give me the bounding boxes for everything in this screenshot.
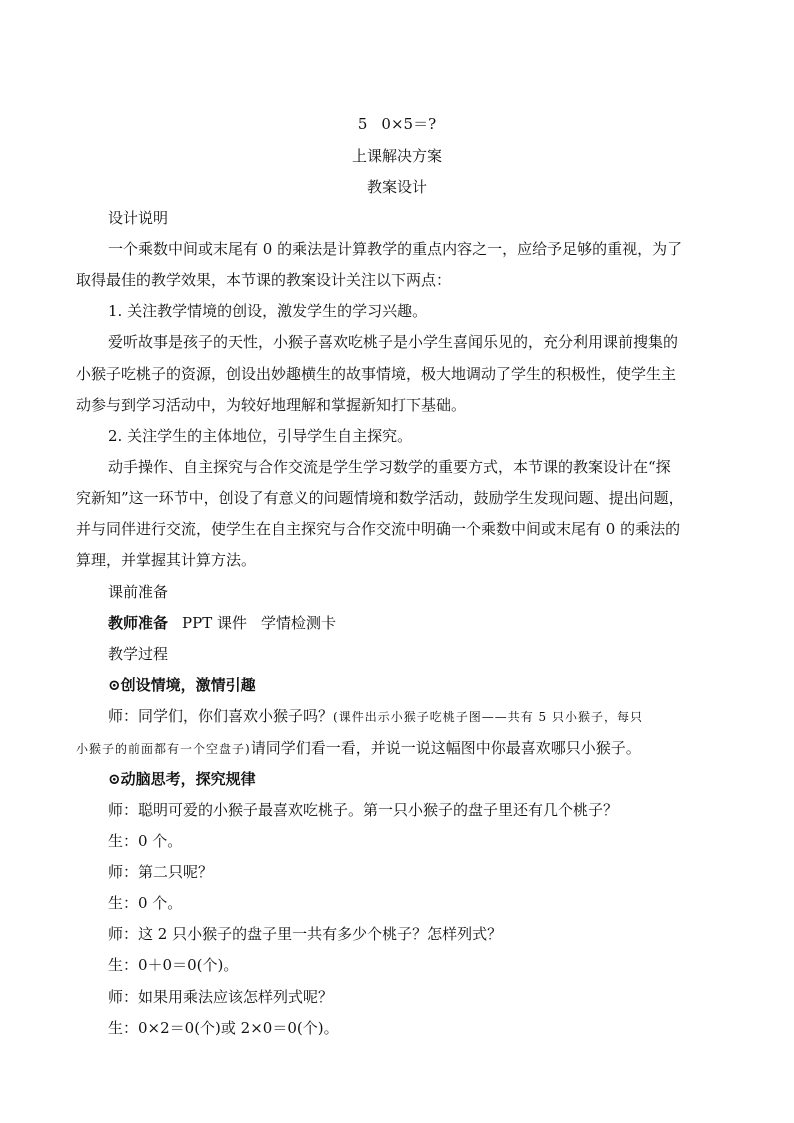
point-2: 2. 关注学生的主体地位，引导学生自主探究。 bbox=[108, 427, 413, 445]
subtitle-solution: 上课解决方案 bbox=[351, 147, 442, 165]
dialogue-line: 生：0 个。 bbox=[108, 832, 183, 850]
lesson-formula: 0×5＝? bbox=[381, 115, 437, 133]
process-heading: 教学过程 bbox=[108, 645, 169, 663]
dialogue-1-line-1 bbox=[0, 706, 794, 727]
section-2-heading: ⊙动脑思考，探究规律 bbox=[108, 770, 256, 788]
section-1-heading: ⊙创设情境，激情引趣 bbox=[108, 676, 256, 694]
point1-line-2: 小猴子吃桃子的资源，创设出妙趣横生的故事情境，极大地调动了学生的积极性，使学生主 bbox=[76, 365, 677, 383]
dialogue-line: 师：第二只呢？ bbox=[108, 863, 214, 881]
point2-line-4: 算理，并掌握其计算方法。 bbox=[76, 551, 257, 569]
prep-heading: 课前准备 bbox=[108, 583, 169, 601]
point-1: 1. 关注教学情境的创设，激发学生的学习兴趣。 bbox=[108, 302, 428, 320]
dialogue-1-speech-cont: 请同学们看一看，并说一说这幅图中你最喜欢哪只小猴子。 bbox=[250, 739, 641, 757]
dialogue-1-speech: 师：同学们，你们喜欢小猴子吗？ bbox=[108, 707, 334, 725]
dialogue-line: 师：如果用乘法应该怎样列式呢？ bbox=[108, 988, 334, 1006]
teacher-prep-label: 教师准备 bbox=[108, 614, 169, 632]
dialogue-1-line-2 bbox=[76, 738, 718, 759]
teacher-prep-item-1: PPT 课件 bbox=[182, 614, 247, 632]
lesson-title bbox=[0, 114, 794, 134]
point1-line-1: 爱听故事是孩子的天性，小猴子喜欢吃桃子是小学生喜闻乐见的，充分利用课前搜集的 bbox=[108, 333, 679, 351]
courseware-note-2: 小猴子的前面都有一个空盘子) bbox=[76, 742, 251, 756]
dialogue-line: 师：聪明可爱的小猴子最喜欢吃桃子。第一只小猴子的盘子里还有几个桃子？ bbox=[108, 801, 619, 819]
point2-line-1: 动手操作、自主探究与合作交流是学生学习数学的重要方式，本节课的教案设计在“探 bbox=[108, 458, 671, 476]
dialogue-line: 生：0 个。 bbox=[108, 894, 183, 912]
point1-line-3: 动参与到学习活动中，为较好地理解和掌握新知打下基础。 bbox=[76, 396, 467, 414]
courseware-note-1: (课件出示小猴子吃桃子图——共有 5 只小猴子，每只 bbox=[333, 710, 643, 724]
point2-line-3: 并与同伴进行交流，使学生在自主探究与合作交流中明确一个乘数中间或末尾有 0 的乘法的 bbox=[76, 520, 681, 538]
intro-line-1: 一个乘数中间或末尾有 0 的乘法是计算教学的重点内容之一，应给予足够的重视，为了 bbox=[108, 240, 683, 258]
teacher-prep-item-2: 学情检测卡 bbox=[260, 614, 336, 632]
design-heading: 设计说明 bbox=[108, 209, 169, 227]
point2-line-2: 究新知”这一环节中，创设了有意义的问题情境和数学活动，鼓励学生发现问题、提出问题， bbox=[76, 489, 684, 507]
dialogue-line: 生：0×2＝0(个)或 2×0＝0(个)。 bbox=[108, 1019, 339, 1037]
teacher-prep-line bbox=[0, 613, 794, 633]
subtitle-lesson-design: 教案设计 bbox=[366, 178, 427, 196]
lesson-number: 5 bbox=[357, 115, 368, 133]
intro-line-2: 取得最佳的教学效果，本节课的教案设计关注以下两点： bbox=[76, 271, 452, 289]
dialogue-line: 生：0＋0＝0(个)。 bbox=[108, 956, 239, 974]
dialogue-line: 师：这 2 只小猴子的盘子里一共有多少个桃子？怎样列式？ bbox=[108, 925, 503, 943]
